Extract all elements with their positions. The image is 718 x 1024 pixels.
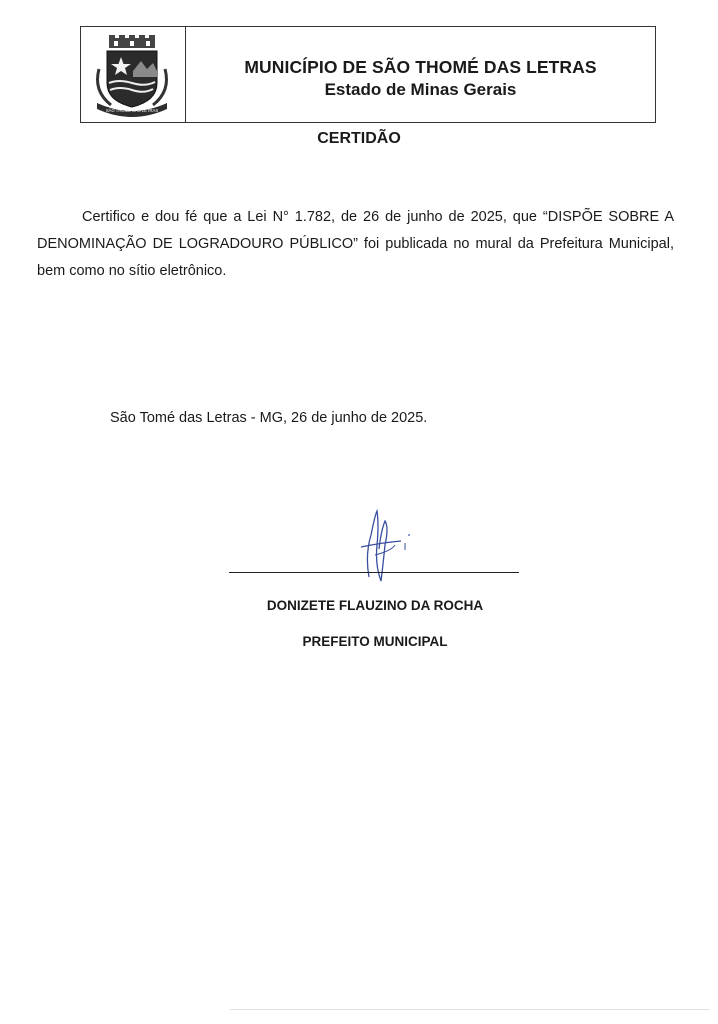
signature-line bbox=[229, 572, 519, 573]
municipality-name: MUNICÍPIO DE SÃO THOMÉ DAS LETRAS bbox=[244, 57, 597, 77]
municipal-crest-icon bbox=[89, 35, 175, 117]
crest-cell bbox=[81, 27, 186, 122]
state-name: Estado de Minas Gerais bbox=[324, 80, 517, 99]
certificate-body: Certifico e dou fé que a Lei N° 1.782, de 26 de junho de 2025, que “DISPÕE SOBRE A DENOMINAÇÃO DE LOGRADOURO PÚBLICO” foi publicada no mural da Prefeitura Municipal, bem como no sítio eletrônico. bbox=[37, 209, 674, 279]
place-date: São Tomé das Letras - MG, 26 de junho de 2025. bbox=[110, 410, 428, 426]
page-bottom-rule bbox=[230, 1009, 710, 1010]
crest-motto-text: SÃO THOMÉ DAS LETRAS bbox=[105, 108, 159, 113]
header-title-cell bbox=[186, 27, 655, 122]
signer-role: PREFEITO MUNICIPAL bbox=[302, 634, 448, 649]
signer-name: DONIZETE FLAUZINO DA ROCHA bbox=[266, 598, 484, 613]
document-title: CERTIDÃO bbox=[317, 130, 401, 147]
header-box bbox=[80, 26, 656, 123]
signature-icon bbox=[355, 505, 435, 585]
